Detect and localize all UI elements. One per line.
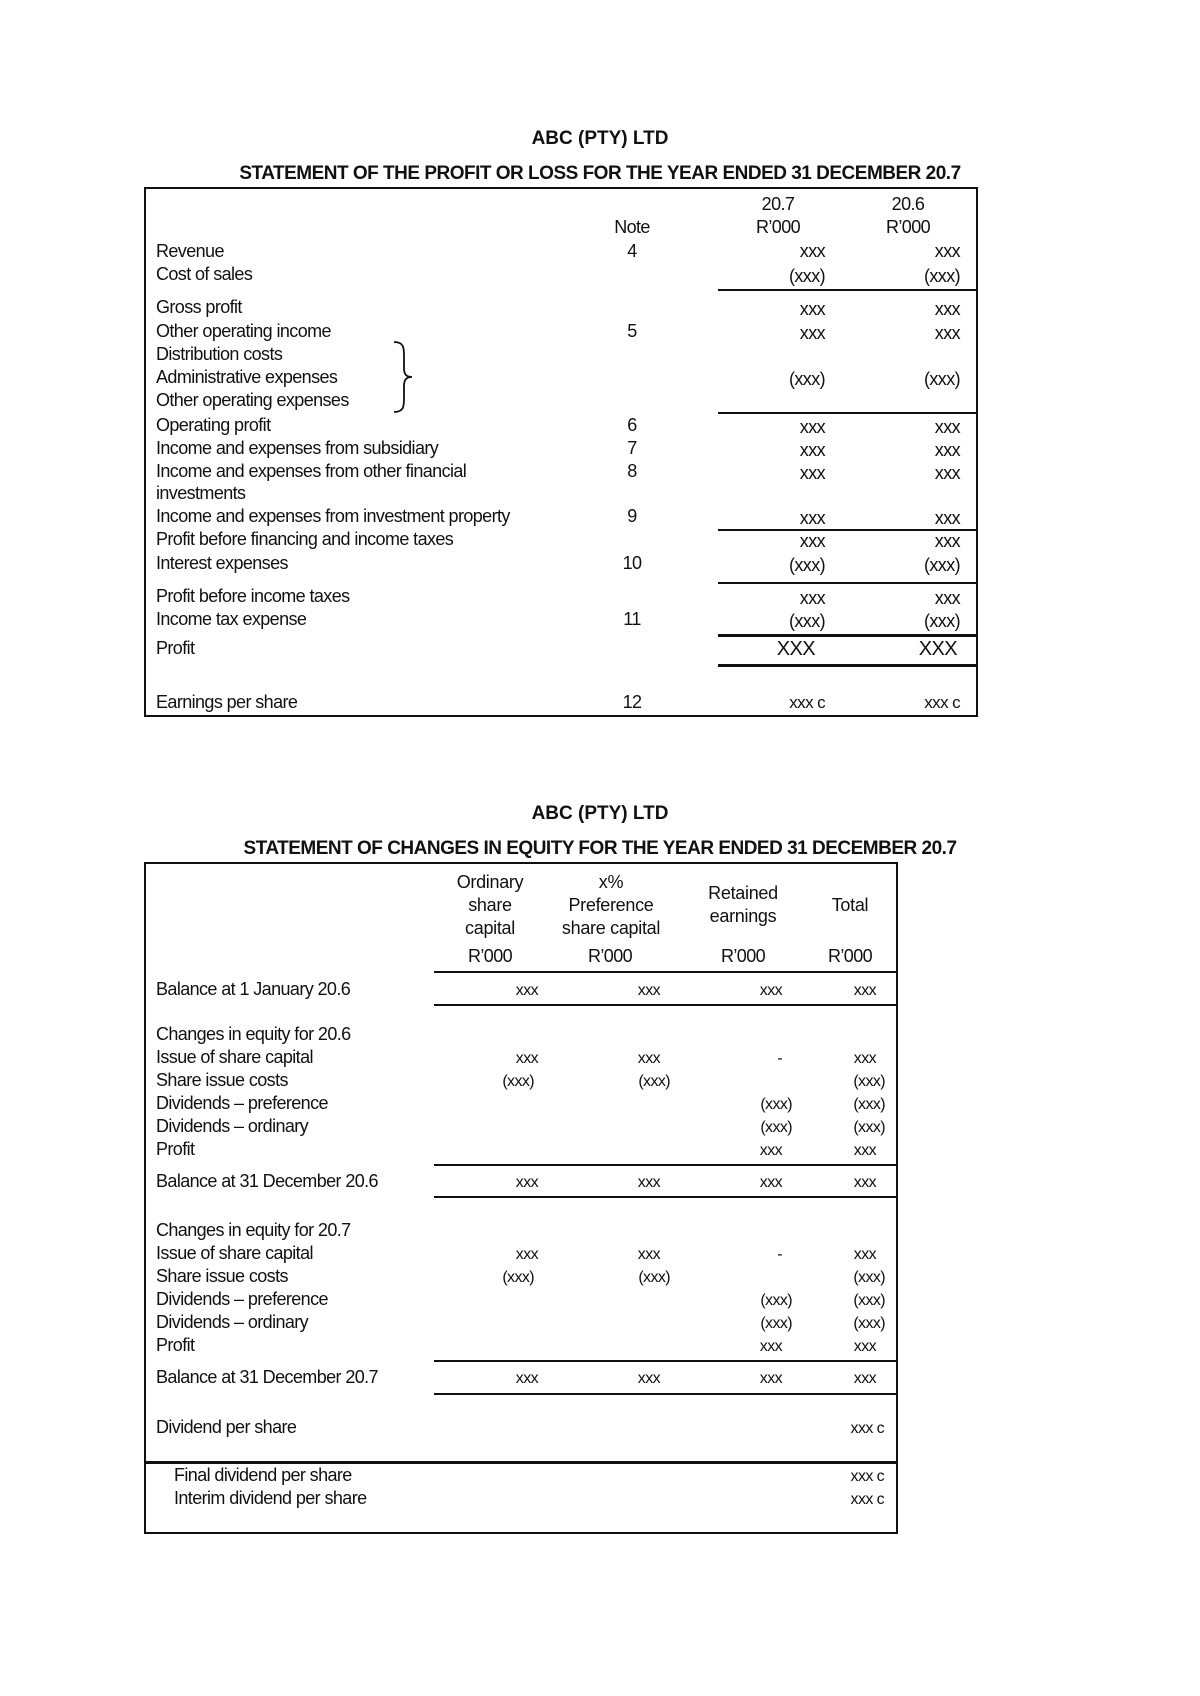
pl-row-note: 4 <box>627 241 637 261</box>
pl-row-value-prior: xxx <box>934 299 960 319</box>
sce-col-ordinary-header: Ordinary share capital <box>456 872 524 938</box>
pl-row-value-prior: (xxx) <box>924 555 960 575</box>
sce-row-label: Final dividend per share <box>174 1465 352 1485</box>
pl-row-value-prior: xxx <box>934 417 960 437</box>
sce-balance-rule <box>434 1360 898 1362</box>
sce-cell-retained: (xxx) <box>760 1292 792 1309</box>
sce-cell-total: xxx c <box>850 1491 884 1508</box>
pl-row-label: Other operating expenses <box>156 390 349 410</box>
sce-col-retained-header: Retained earnings <box>708 883 778 926</box>
pl-statement-title: STATEMENT OF THE PROFIT OR LOSS FOR THE YEAR ENDED 31 DECEMBER 20.7 <box>239 163 961 184</box>
pl-row-label: Interest expenses <box>156 553 288 573</box>
pl-row-label: Gross profit <box>156 297 242 317</box>
sce-cell-total: xxx <box>853 1174 876 1191</box>
sce-cell-total: xxx <box>853 1370 876 1387</box>
sce-cell-preference: (xxx) <box>638 1073 670 1090</box>
pl-row-value-prior: xxx <box>934 508 960 528</box>
sce-balance-rule <box>434 1164 898 1166</box>
sce-row-label: Share issue costs <box>156 1266 288 1286</box>
pl-note-header: Note <box>614 217 650 237</box>
sce-cell-total: xxx <box>853 1338 876 1355</box>
sce-cell-total: xxx <box>853 1050 876 1067</box>
sce-row-label: Interim dividend per share <box>174 1488 367 1508</box>
pl-row-value-current: (xxx) <box>789 611 825 631</box>
pl-row-note: 9 <box>627 506 637 526</box>
pl-year-current: 20.7 <box>761 194 795 214</box>
sce-cell-total: (xxx) <box>853 1269 885 1286</box>
sce-row-label: Balance at 31 December 20.6 <box>156 1171 378 1191</box>
sce-cell-preference: xxx <box>637 1174 660 1191</box>
sce-cell-preference: xxx <box>637 982 660 999</box>
pl-row-value-current: (xxx) <box>789 555 825 575</box>
sce-cell-retained: - <box>777 1050 782 1067</box>
pl-row-value-prior: xxx <box>934 531 960 551</box>
pl-row-value-current: xxx <box>799 417 825 437</box>
pl-total-rule <box>718 664 978 667</box>
sce-cell-preference: (xxx) <box>638 1269 670 1286</box>
pl-row-note: 8 <box>627 461 637 481</box>
pl-row-value-prior: xxx <box>934 440 960 460</box>
sce-company-name: ABC (PTY) LTD <box>531 803 669 824</box>
sce-cell-preference: xxx <box>637 1050 660 1067</box>
sce-col-unit: R’000 <box>467 946 513 966</box>
sce-cell-total: xxx <box>853 1246 876 1263</box>
sce-col-unit: R’000 <box>827 946 873 966</box>
sce-cell-retained: xxx <box>759 1142 782 1159</box>
sce-section-label: Changes in equity for 20.7 <box>156 1220 351 1240</box>
pl-row-value-current: (xxx) <box>789 369 825 389</box>
pl-row-label: Earnings per share <box>156 692 298 712</box>
pl-row-label: Income and expenses from subsidiary <box>156 438 439 458</box>
pl-row-label: Profit before income taxes <box>156 586 350 606</box>
pl-row-value-current: xxx <box>799 440 825 460</box>
pl-row-value-current: xxx <box>799 531 825 551</box>
sce-cell-preference: xxx <box>637 1246 660 1263</box>
pl-row-label: Income and expenses from investment property <box>156 506 510 526</box>
pl-row-note: 7 <box>627 438 637 458</box>
sce-row-label: Profit <box>156 1139 195 1159</box>
sce-cell-retained: - <box>777 1246 782 1263</box>
pl-row-note: 12 <box>622 692 642 712</box>
sce-cell-ordinary: xxx <box>515 982 538 999</box>
sce-balance-rule <box>434 1393 898 1395</box>
pl-row-label: Profit before financing and income taxes <box>156 529 454 549</box>
expense-grouping-brace <box>392 340 414 414</box>
pl-row-label: Profit <box>156 638 195 658</box>
sce-row-label: Issue of share capital <box>156 1047 313 1067</box>
sce-col-unit: R’000 <box>720 946 766 966</box>
sce-cell-ordinary: xxx <box>515 1246 538 1263</box>
pl-row-note: 5 <box>627 321 637 341</box>
pl-company-name: ABC (PTY) LTD <box>531 128 669 149</box>
pl-row-value-prior: xxx <box>934 241 960 261</box>
sce-balance-rule <box>434 1196 898 1198</box>
pl-row-value-prior: xxx c <box>924 693 960 712</box>
pl-row-note: 11 <box>623 609 641 629</box>
pl-row-value-prior: xxx <box>934 463 960 483</box>
pl-row-value-current: XXX <box>776 638 815 660</box>
pl-row-value-current: xxx <box>799 463 825 483</box>
pl-row-value-current: xxx c <box>789 693 825 712</box>
pl-row-note: 10 <box>622 553 642 573</box>
sce-statement-title: STATEMENT OF CHANGES IN EQUITY FOR THE YEAR ENDED 31 DECEMBER 20.7 <box>243 838 957 859</box>
pl-row-value-prior: (xxx) <box>924 611 960 631</box>
sce-row-label: Dividends – ordinary <box>156 1312 309 1332</box>
sce-cell-retained: (xxx) <box>760 1119 792 1136</box>
pl-subtotal-rule <box>718 289 978 291</box>
sce-cell-ordinary: (xxx) <box>502 1073 534 1090</box>
pl-unit-prior: R’000 <box>885 217 931 237</box>
sce-col-preference-header: x% Preference share capital <box>561 872 661 938</box>
sce-row-label: Balance at 1 January 20.6 <box>156 979 351 999</box>
pl-total-rule <box>718 634 978 637</box>
pl-row-value-current: xxx <box>799 299 825 319</box>
sce-row-label: Issue of share capital <box>156 1243 313 1263</box>
sce-row-label: Profit <box>156 1335 195 1355</box>
sce-cell-retained: xxx <box>759 1370 782 1387</box>
sce-cell-total: xxx <box>853 982 876 999</box>
sce-cell-ordinary: xxx <box>515 1050 538 1067</box>
pl-row-value-prior: xxx <box>934 323 960 343</box>
pl-unit-current: R’000 <box>755 217 801 237</box>
sce-row-label: Dividend per share <box>156 1417 297 1437</box>
sce-cell-retained: (xxx) <box>760 1096 792 1113</box>
pl-row-label: Revenue <box>156 241 224 261</box>
sce-cell-total: (xxx) <box>853 1096 885 1113</box>
sce-balance-rule <box>434 1004 898 1006</box>
pl-row-label: Income tax expense <box>156 609 307 629</box>
sce-cell-ordinary: (xxx) <box>502 1269 534 1286</box>
sce-cell-ordinary: xxx <box>515 1370 538 1387</box>
pl-row-value-prior: XXX <box>918 638 957 660</box>
pl-row-label-continued: investments <box>156 483 246 503</box>
sce-cell-total: (xxx) <box>853 1292 885 1309</box>
pl-row-label: Cost of sales <box>156 264 253 284</box>
pl-row-value-current: xxx <box>799 588 825 608</box>
sce-header-rule <box>434 971 898 973</box>
sce-col-total-header: Total <box>831 895 869 915</box>
sce-cell-retained: xxx <box>759 1338 782 1355</box>
pl-row-label: Operating profit <box>156 415 271 435</box>
sce-cell-total: xxx <box>853 1142 876 1159</box>
sce-col-unit: R’000 <box>587 946 633 966</box>
sce-cell-total: (xxx) <box>853 1119 885 1136</box>
pl-row-label: Distribution costs <box>156 344 283 364</box>
pl-row-value-current: (xxx) <box>789 266 825 286</box>
sce-cell-total: xxx c <box>850 1468 884 1485</box>
sce-row-label: Balance at 31 December 20.7 <box>156 1367 378 1387</box>
pl-row-value-current: xxx <box>799 323 825 343</box>
sce-cell-total: (xxx) <box>853 1315 885 1332</box>
pl-subtotal-rule <box>718 412 978 414</box>
pl-row-label: Income and expenses from other financial <box>156 461 467 481</box>
sce-section-label: Changes in equity for 20.6 <box>156 1024 351 1044</box>
sce-cell-total: xxx c <box>850 1420 884 1437</box>
pl-row-label: Administrative expenses <box>156 367 338 387</box>
sce-row-label: Share issue costs <box>156 1070 288 1090</box>
sce-cell-retained: xxx <box>759 982 782 999</box>
pl-row-label: Other operating income <box>156 321 331 341</box>
sce-row-label: Dividends – preference <box>156 1093 328 1113</box>
pl-subtotal-rule <box>718 582 978 584</box>
sce-cell-preference: xxx <box>637 1370 660 1387</box>
pl-year-prior: 20.6 <box>891 194 925 214</box>
pl-row-note: 6 <box>627 415 637 435</box>
sce-cell-total: (xxx) <box>853 1073 885 1090</box>
sce-cell-ordinary: xxx <box>515 1174 538 1191</box>
pl-row-value-prior: (xxx) <box>924 266 960 286</box>
sce-row-label: Dividends – ordinary <box>156 1116 309 1136</box>
sce-cell-retained: (xxx) <box>760 1315 792 1332</box>
pl-row-value-prior: xxx <box>934 588 960 608</box>
pl-row-value-current: xxx <box>799 508 825 528</box>
pl-row-value-current: xxx <box>799 241 825 261</box>
sce-cell-retained: xxx <box>759 1174 782 1191</box>
pl-row-value-prior: (xxx) <box>924 369 960 389</box>
sce-row-label: Dividends – preference <box>156 1289 328 1309</box>
